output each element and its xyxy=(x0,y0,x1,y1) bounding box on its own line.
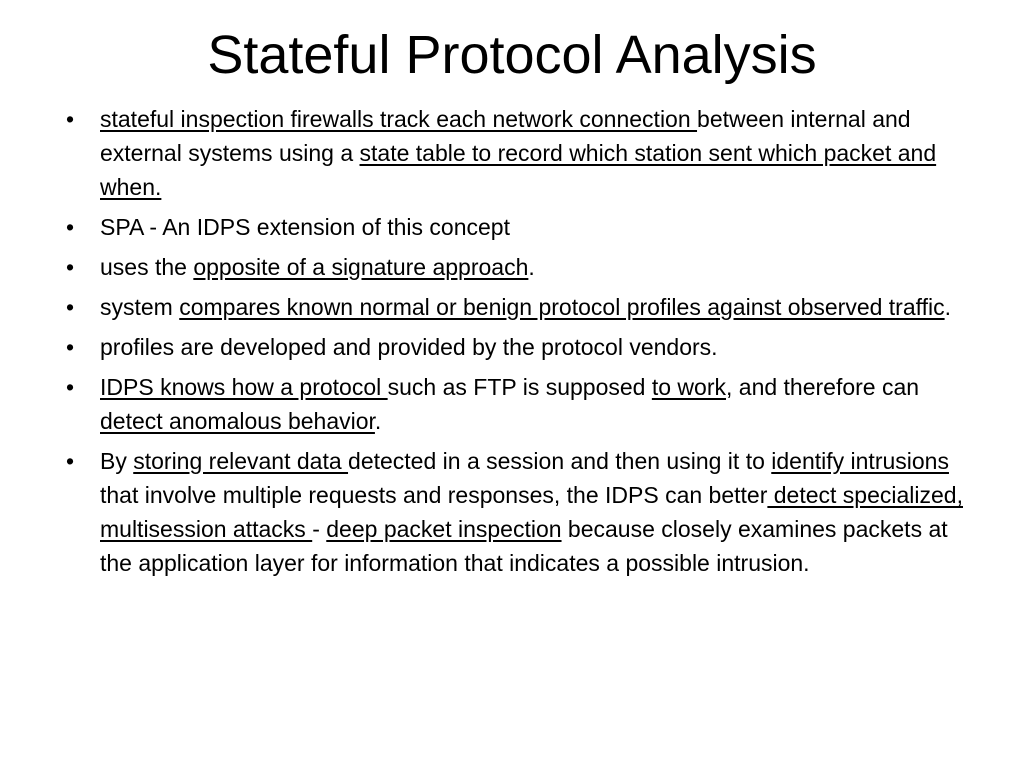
underlined-text: detect anomalous behavior xyxy=(100,408,375,434)
bullet-text: , and therefore can xyxy=(726,374,920,400)
underlined-text: deep packet inspection xyxy=(326,516,562,542)
bullet-text: that involve multiple requests and responses, the IDPS can better xyxy=(100,482,768,508)
bullet-text: profiles are developed and provided by the protocol vendors. xyxy=(100,334,718,360)
bullet-text: such as FTP is supposed xyxy=(387,374,652,400)
bullet-text: between internal and external systems using a xyxy=(100,106,911,166)
bullet-list xyxy=(65,102,980,586)
bullet-text: uses the xyxy=(100,254,194,280)
bullet-marker: • xyxy=(65,214,75,240)
bullet-item xyxy=(65,370,980,438)
underlined-text: storing relevant data xyxy=(133,448,349,474)
bullet-marker: • xyxy=(65,294,75,320)
underlined-text: detect specialized, multisession attacks xyxy=(100,482,963,542)
bullet-text: - xyxy=(312,516,327,542)
bullet-text: detected in a session and then using it to xyxy=(348,448,772,474)
bullet-item xyxy=(65,444,980,580)
bullet-item xyxy=(65,330,980,364)
bullet-marker: • xyxy=(65,334,75,360)
bullet-text: . xyxy=(528,254,535,280)
bullet-item xyxy=(65,210,980,244)
bullet-marker: • xyxy=(65,106,75,132)
bullet-text: system xyxy=(100,294,180,320)
bullet-text: because closely examines packets at the application layer for information that indicates a possible intrusion. xyxy=(100,516,948,576)
underlined-text: to work xyxy=(651,374,726,400)
bullet-marker: • xyxy=(65,448,75,474)
underlined-text: state table to record which station sent which packet and when. xyxy=(100,140,937,200)
underlined-text: identify intrusions xyxy=(771,448,949,474)
bullet-text: . xyxy=(374,408,382,434)
bullet-marker: • xyxy=(65,374,75,400)
bullet-text: SPA - An IDPS extension of this concept xyxy=(100,214,510,240)
slide-title: Stateful Protocol Analysis xyxy=(207,25,817,85)
underlined-text: IDPS knows how a protocol xyxy=(100,374,388,400)
bullet-item xyxy=(65,102,980,204)
bullet-marker: • xyxy=(65,254,75,280)
bullet-text: . xyxy=(944,294,951,320)
bullet-text: By xyxy=(100,448,134,474)
underlined-text: stateful inspection firewalls track each network connection xyxy=(100,106,698,132)
underlined-text: opposite of a signature approach xyxy=(193,254,529,280)
underlined-text: compares known normal or benign protocol profiles against observed traffic xyxy=(179,294,945,320)
bullet-item xyxy=(65,290,980,324)
bullet-item xyxy=(65,250,980,284)
